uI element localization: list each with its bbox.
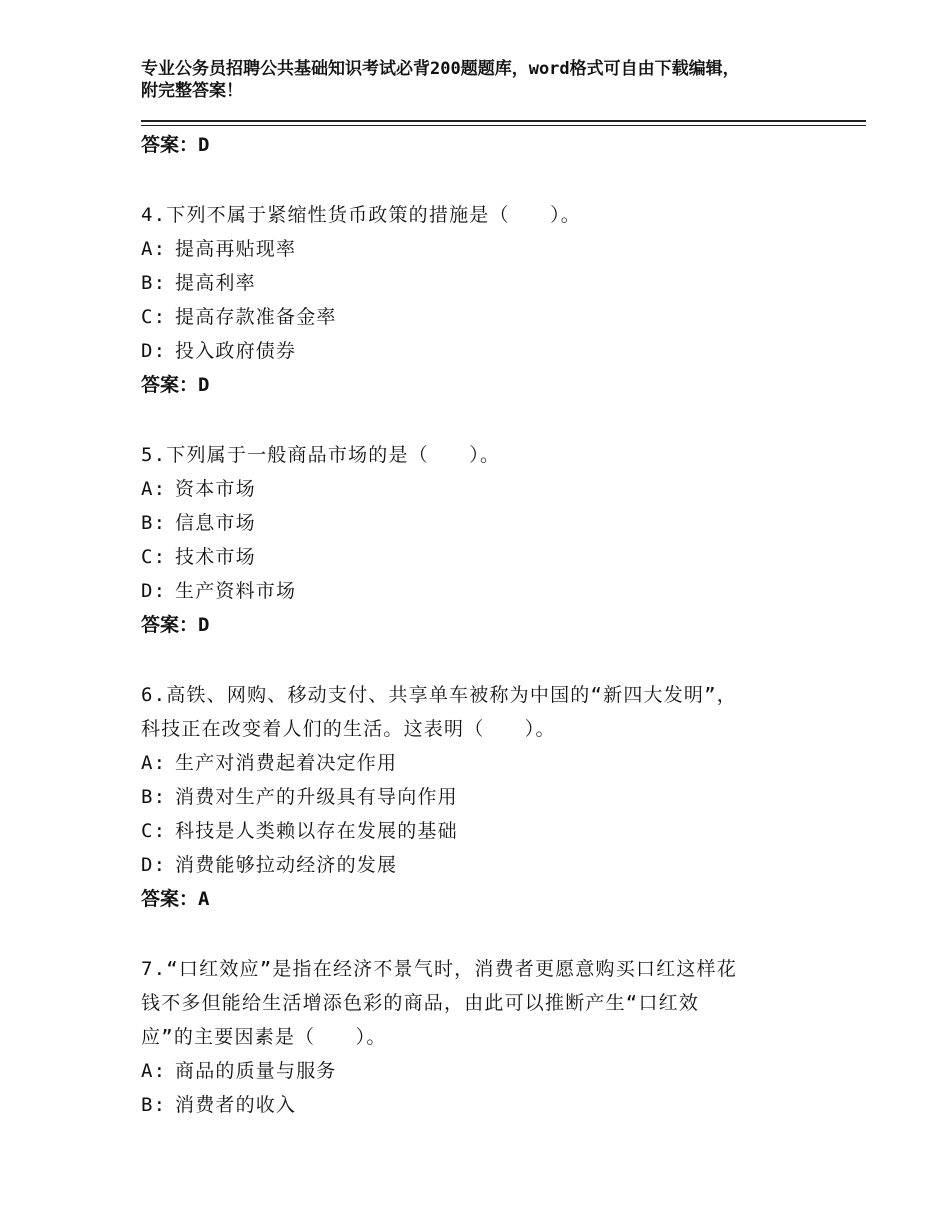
option-b: B: 消费对生产的升级具有导向作用 bbox=[141, 786, 458, 808]
document-header bbox=[141, 58, 841, 102]
option-d: D: 投入政府债券 bbox=[141, 340, 297, 362]
question-stem-line-2: 钱不多但能给生活增添色彩的商品，由此可以推断产生“口红效 bbox=[141, 992, 700, 1014]
header-rule-thick bbox=[141, 120, 866, 122]
question-7 bbox=[141, 952, 841, 1122]
question-4 bbox=[141, 198, 841, 402]
option-c: C: 提高存款准备金率 bbox=[141, 306, 337, 328]
answer-previous: 答案：D bbox=[141, 134, 210, 156]
document-body bbox=[141, 128, 841, 1122]
question-stem-line-1: 7.“口红效应”是指在经济不景气时，消费者更愿意购买口红这样花 bbox=[141, 958, 737, 980]
option-d: D: 生产资料市场 bbox=[141, 580, 297, 602]
answer: 答案：A bbox=[141, 888, 210, 910]
header-rule-thin bbox=[141, 125, 866, 126]
answer: 答案：D bbox=[141, 374, 210, 396]
header-line-1: 专业公务员招聘公共基础知识考试必背200题题库，word格式可自由下载编辑， bbox=[141, 59, 740, 79]
option-d: D: 消费能够拉动经济的发展 bbox=[141, 854, 398, 876]
question-stem-line-1: 6.高铁、网购、移动支付、共享单车被称为中国的“新四大发明”， bbox=[141, 684, 737, 706]
option-c: C: 技术市场 bbox=[141, 546, 256, 568]
option-b: B: 消费者的收入 bbox=[141, 1094, 297, 1116]
question-6 bbox=[141, 678, 841, 916]
question-stem-line-2: 科技正在改变着人们的生活。这表明（ ）。 bbox=[141, 718, 556, 740]
header-line-2: 附完整答案！ bbox=[141, 81, 243, 101]
question-stem-line-3: 应”的主要因素是（ ）。 bbox=[141, 1026, 387, 1048]
option-c: C: 科技是人类赖以存在发展的基础 bbox=[141, 820, 458, 842]
question-5 bbox=[141, 438, 841, 642]
question-stem: 4.下列不属于紧缩性货币政策的措施是（ ）。 bbox=[141, 204, 581, 226]
option-b: B: 提高利率 bbox=[141, 272, 256, 294]
option-a: A: 商品的质量与服务 bbox=[141, 1060, 337, 1082]
answer: 答案：D bbox=[141, 614, 210, 636]
option-a: A: 提高再贴现率 bbox=[141, 238, 297, 260]
option-a: A: 生产对消费起着决定作用 bbox=[141, 752, 398, 774]
option-a: A: 资本市场 bbox=[141, 478, 256, 500]
question-stem: 5.下列属于一般商品市场的是（ ）。 bbox=[141, 444, 501, 466]
option-b: B: 信息市场 bbox=[141, 512, 256, 534]
